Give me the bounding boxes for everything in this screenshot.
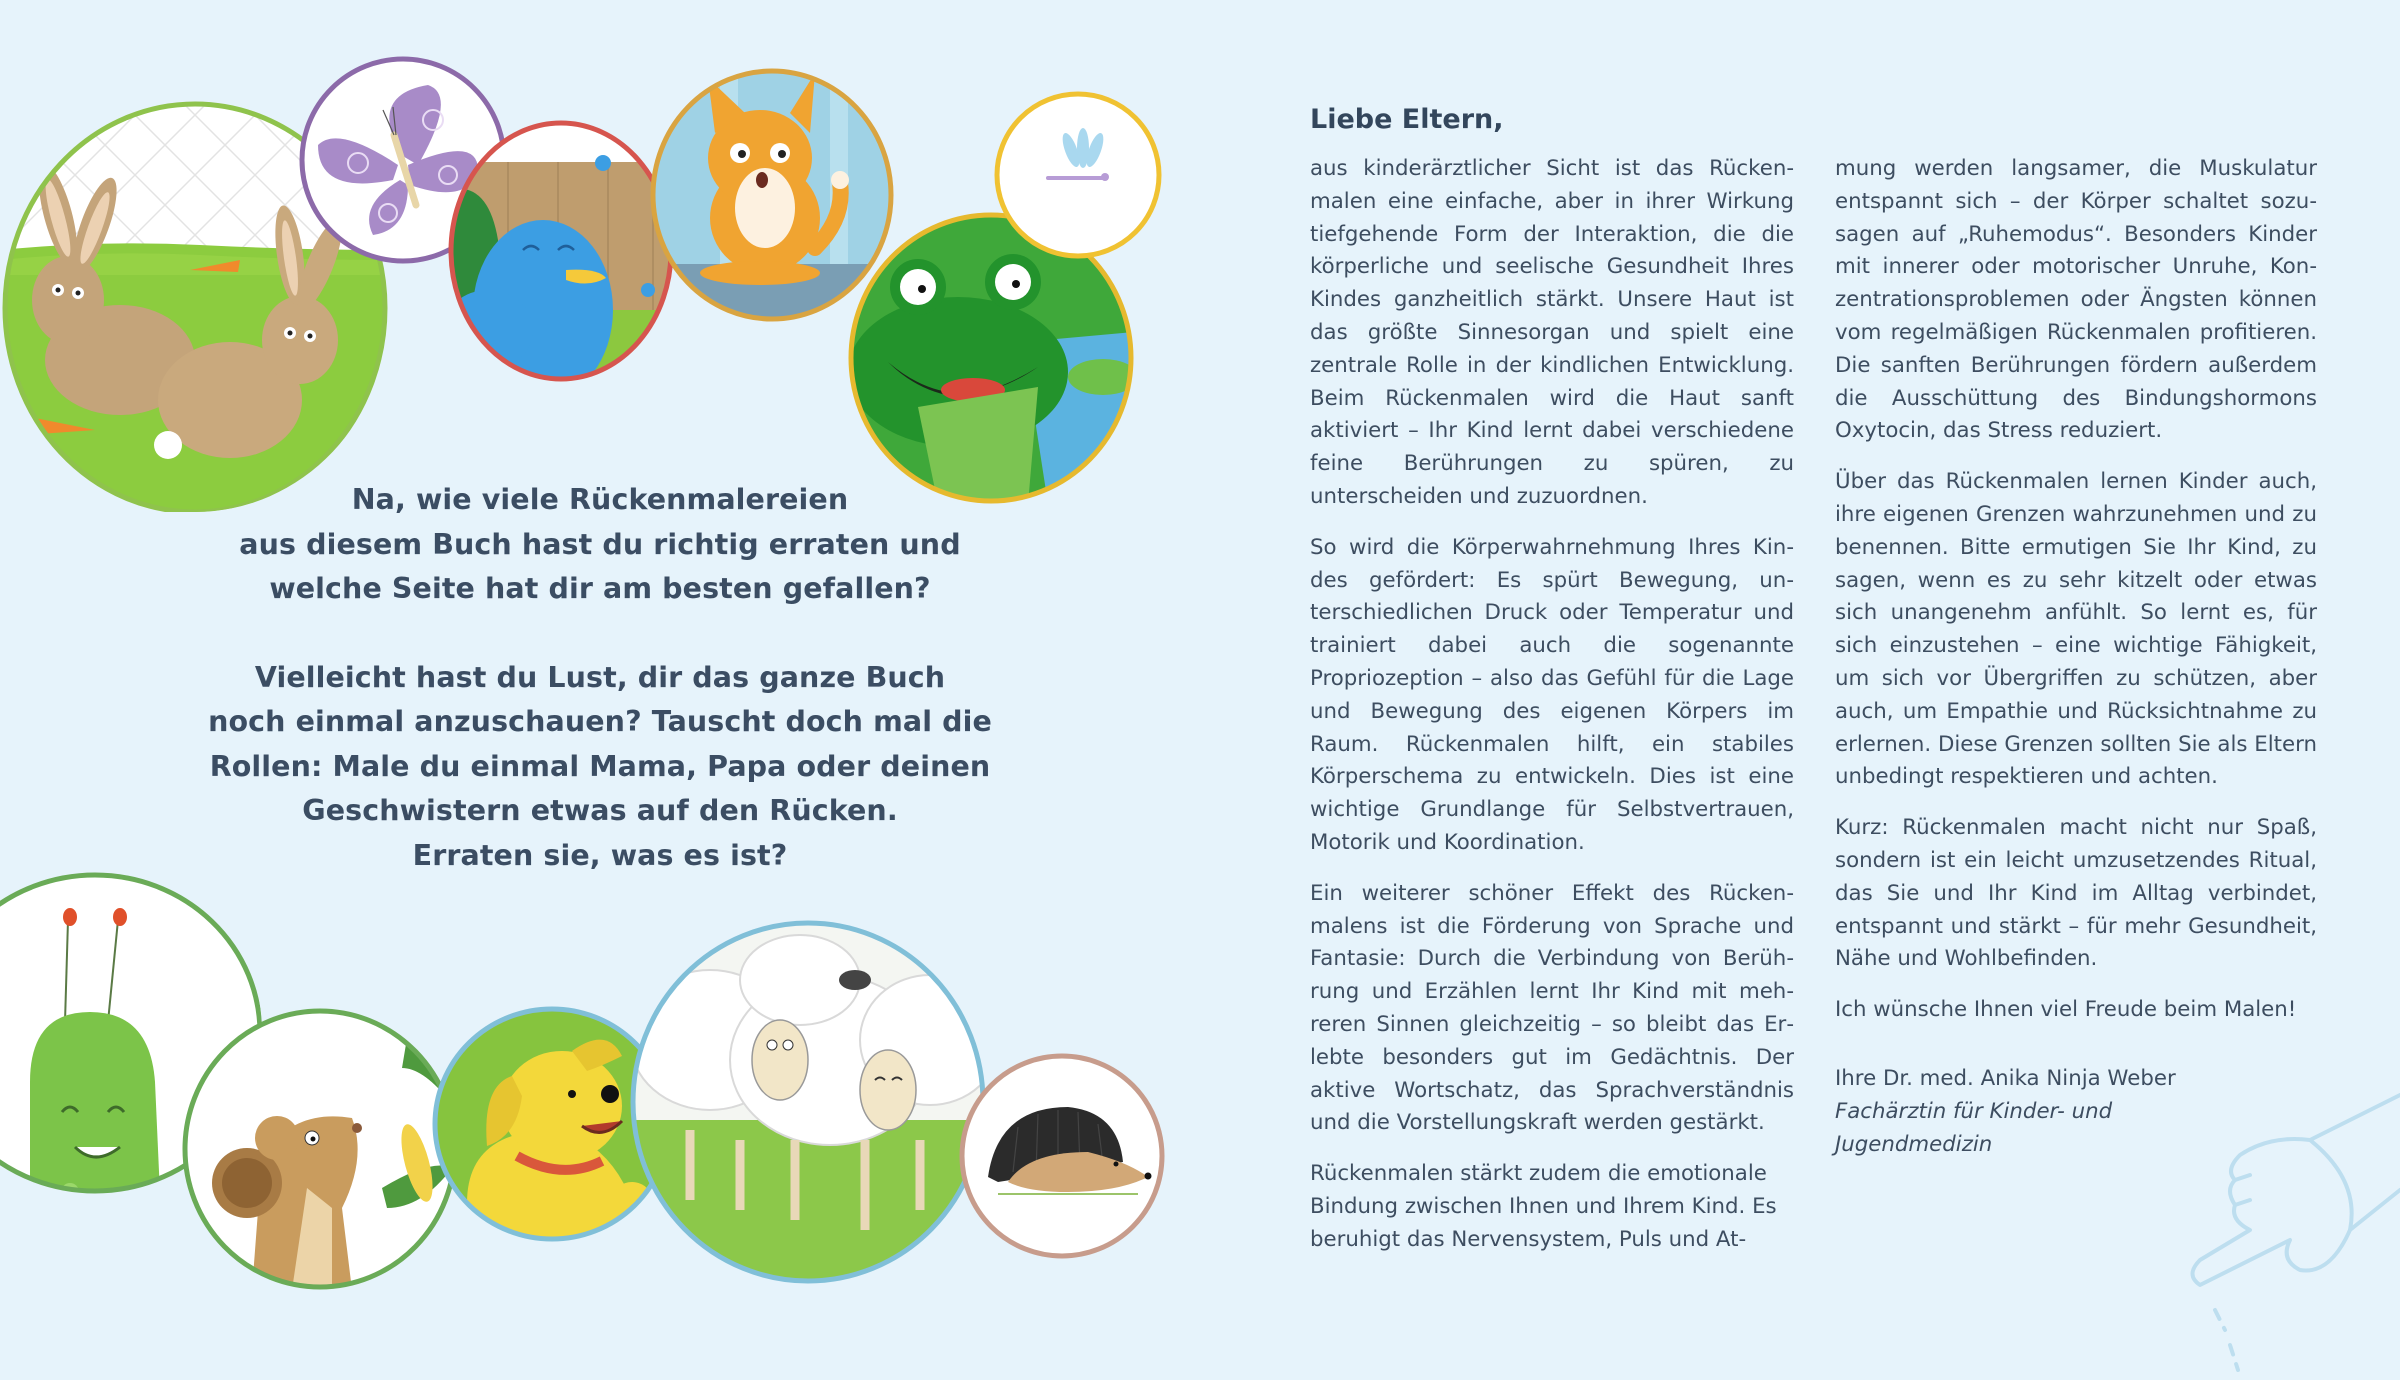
pointing-hand-icon: [2160, 1060, 2400, 1380]
illustration-bird: [448, 120, 674, 382]
kids-paragraph-1: [190, 478, 1010, 612]
letter-column-1: [1310, 153, 1794, 1275]
kids-line: welche Seite hat dir am besten gefallen?: [269, 572, 931, 605]
letter-paragraph: Rückenmalen stärkt zudem die emotionale Bindung zwischen Ihnen und Ihrem Kind. Es beruhigt das Nervensystem, Puls und At-: [1310, 1161, 1777, 1252]
kids-line: aus diesem Buch hast du richtig erraten und: [239, 527, 961, 561]
letter-greeting: Liebe Eltern,: [1310, 104, 1504, 135]
signature-name: Ihre Dr. med. Anika Ninja Weber: [1835, 1065, 2176, 1091]
letter-paragraph: So wird die Körperwahrnehmung Ihres Kindes gefördert: Es spürt Bewegung, unterschiedlichen Druck oder Temperatur und trainiert dabei auch die sogenannte Propriozeption – also das Gefühl für die Lage und Bewegung des eigenen Körpers im Raum. Rückenmalen hilft, ein stabiles Körperschema zu entwickeln. Dies ist eine wichtige Grundlange für Selbstvertrauen, Motorik und Koordination.: [1310, 534, 1794, 855]
illustration-sheep: [630, 920, 986, 1284]
illustration-hedgehog: [958, 1052, 1166, 1260]
kids-line: Erraten sie, was es ist?: [412, 838, 788, 872]
letter-paragraph: Ein weiterer schöner Effekt des Rückenmalens ist die Förderung von Sprache und Fantasie: Durch die Verbindung von Berührung und Erzählen lernt Ihr Kind mit mehreren Sinnen gleichzeitig – so bleibt das Erlebte besonders gut im Gedächtnis. Der aktive Wortschatz, das Sprachverständnis und die Vorstellungskraft werden gestärkt.: [1310, 880, 1794, 1136]
illustration-mouse: [182, 1008, 458, 1290]
kids-paragraph-2: [190, 656, 1010, 879]
letter-paragraph: aus kinderärztlicher Sicht ist das Rückenmalen eine einfache, aber in ihrer Wirkung tiefgehende Form der Interaktion, die die körperliche und seelische Gesundheit Ihres Kindes ganzheitlich stärkt. Unsere Haut ist das größte Sinnesorgan und spielt eine zentrale Rolle in der kindlichen Entwicklung. Beim Rückenmalen wird die Haut sanft aktiviert – Ihr Kind lernt dabei verschiedene feine Berührungen zu spüren, zu unterscheiden und zuzuordnen.: [1310, 156, 1794, 509]
kids-question-text: [190, 478, 1010, 878]
letter-paragraph: Über das Rückenmalen lernen Kinder auch, ihre eigenen Grenzen wahrzunehmen und zu benennen. Bitte ermutigen Sie Ihr Kind, zu sagen, wenn es zu sehr kitzelt oder etwas sich unangenehm anfühlt. So lernt es, für sich einzustehen – eine wichtige Fähigkeit, um sich vor Übergriffen zu schützen, aber auch, um Empathie und Rücksichtnahme zu erlernen. Diese Grenzen sollten Sie als Eltern unbedingt respektieren und achten.: [1835, 469, 2317, 790]
illustration-cat: [650, 68, 894, 322]
letter-column-2: [1835, 153, 2317, 1179]
illustration-dragonfly: [993, 90, 1163, 260]
kids-line: Rollen: Male du einmal Mama, Papa oder deinen: [209, 749, 991, 783]
kids-line: noch einmal anzuschauen? Tauscht doch mal die: [208, 705, 992, 738]
letter-paragraph: mung werden langsamer, die Muskulatur entspannt sich – der Körper schaltet sozusagen auf „Ruhemodus“. Besonders Kinder mit innerer oder motorischer Unruhe, Konzentrationsproblemen oder Ängsten können vom regelmäßigen Rückenmalen profitieren. Die sanften Berührungen fördern außerdem die Ausschüttung des Bindungshormons Oxytocin, das Stress reduziert.: [1835, 156, 2317, 444]
letter-closing: Ich wünsche Ihnen viel Freude beim Malen!: [1835, 997, 2297, 1023]
signature-role: Fachärztin für Kinder- und: [1835, 1098, 2113, 1124]
signature-role: Jugendmedizin: [1835, 1131, 1993, 1157]
kids-line: Vielleicht hast du Lust, dir das ganze Buch: [254, 660, 946, 694]
kids-line: Geschwistern etwas auf den Rücken.: [302, 794, 898, 827]
letter-paragraph: Kurz: Rückenmalen macht nicht nur Spaß, sondern ist ein leicht umzusetzendes Ritual, das Sie und Ihr Kind im Alltag verbindet, entspannt und stärkt – für mehr Gesundheit, Nähe und Wohlbefinden.: [1835, 815, 2317, 972]
kids-line: Na, wie viele Rückenmalereien: [351, 483, 849, 516]
